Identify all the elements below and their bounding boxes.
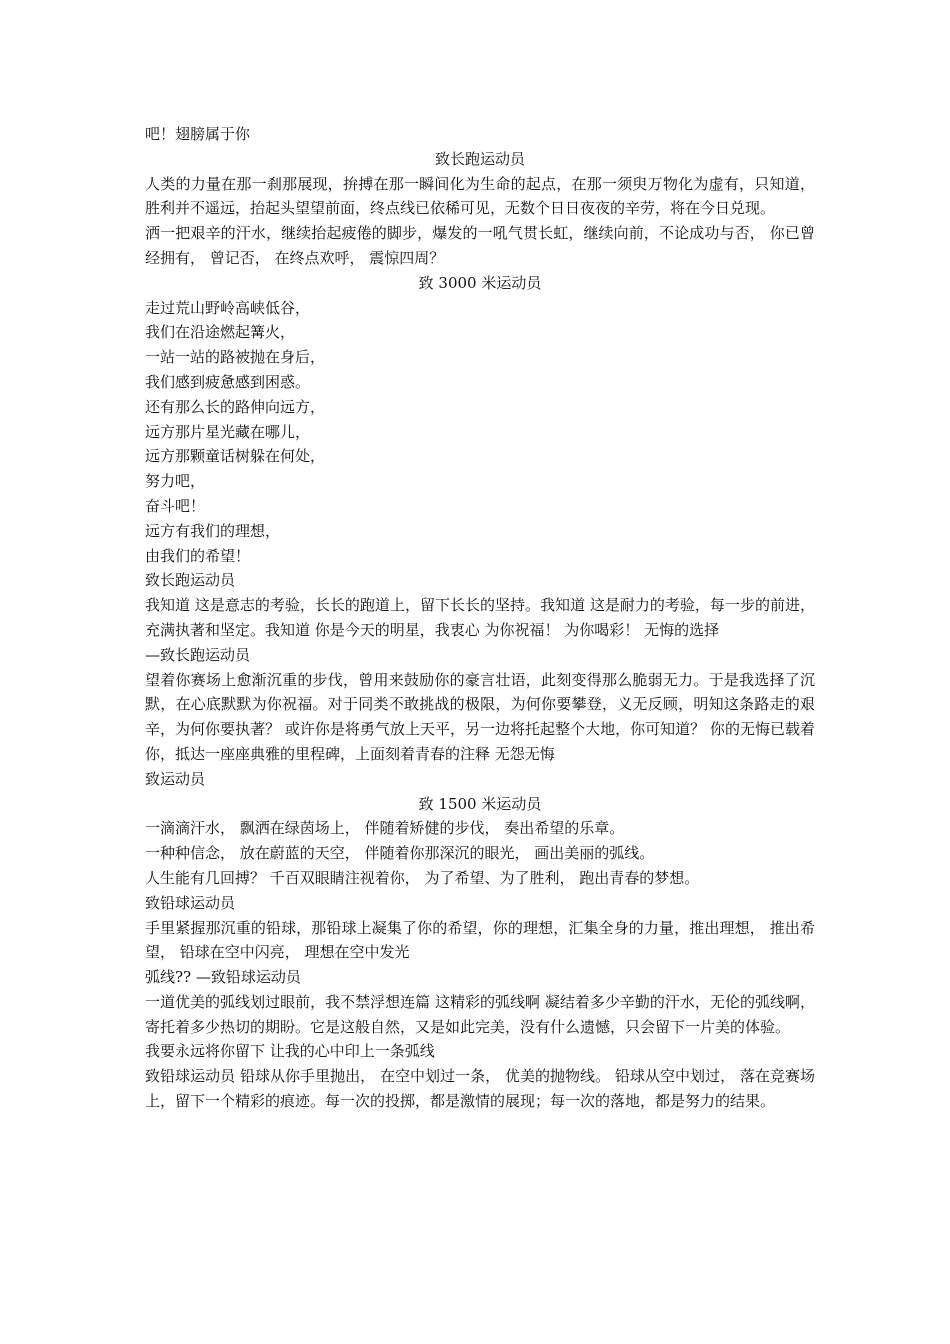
section-heading: 致运动员 [145, 769, 206, 788]
paragraph: 一种种信念， 放在蔚蓝的天空， 伴随着你那深沉的眼光， 画出美丽的弧线。 [145, 844, 655, 863]
paragraph: 我知道 这是意志的考验，长长的跑道上，留下长长的坚持。我知道 这是耐力的考验，每一步的前进，充满执著和坚定。我知道 你是今天的明星，我衷心 为你祝福！ 为你喝彩！ 无悔的选择 [145, 596, 815, 639]
section-title-long-distance: 致长跑运动员 [434, 149, 525, 168]
poem-line: 我们感到疲惫感到困惑。 [145, 372, 311, 391]
paragraph: 望着你赛场上愈渐沉重的步伐，曾用来鼓励你的豪言壮语，此刻变得那么脆弱无力。于是我选择了沉默，在心底默默为你祝福。对于同类不敢挑战的极限，为何你要攀登，义无反顾，明知这条路走的艰辛，为何你要执著？ 或许你是将勇气放上天平，另一边将托起整个大地，你可知道？ 你的无悔已载着你，抵达一座座典雅的里程碑，上面刻着青春的注释 无怨无悔 [145, 670, 815, 763]
paragraph: 洒一把艰辛的汗水，继续抬起疲倦的脚步，爆发的一吼气贯长虹，继续向前，不论成功与否， 你已曾经拥有， 曾记否， 在终点欢呼， 震惊四周？ [145, 224, 815, 267]
poem-line: 我们在沿途燃起篝火， [145, 323, 296, 342]
paragraph: 人类的力量在那一刹那展现，拚搏在那一瞬间化为生命的起点，在那一须臾万物化为虚有，只知道，胜利并不遥远，抬起头望望前面，终点线已依稀可见，无数个日日夜夜的辛劳，将在今日兑现。 [145, 174, 815, 218]
section-title-1500m: 致 1500 米运动员 [418, 794, 542, 813]
poem-line: 还有那么长的路伸向远方， [145, 397, 326, 416]
paragraph: 致铅球运动员 铅球从你手里抛出， 在空中划过一条， 优美的抛物线。 铅球从空中划过， 落在竞赛场上，留下一个精彩的痕迹。每一次的投掷，都是激情的展现；每一次的落地，都是努力的结果。 [145, 1067, 815, 1111]
section-heading: 致长跑运动员 [145, 571, 236, 590]
section-heading: 致铅球运动员 [145, 893, 236, 912]
poem-line: 远方那颗童话树躲在何处， [145, 447, 326, 466]
paragraph: 一滴滴汗水， 飘洒在绿茵场上， 伴随着矫健的步伐， 奏出希望的乐章。 [145, 819, 625, 838]
paragraph: 手里紧握那沉重的铅球，那铅球上凝集了你的希望，你的理想，汇集全身的力量，推出理想， 推出希望， 铅球在空中闪亮， 理想在空中发光 [145, 918, 815, 962]
poem-line: 由我们的希望！ [145, 546, 251, 565]
section-title-3000m: 致 3000 米运动员 [418, 273, 542, 292]
poem-line: 远方那片星光藏在哪儿， [145, 422, 311, 441]
poem-line: 远方有我们的理想， [145, 521, 281, 540]
paragraph: 一道优美的弧线划过眼前，我不禁浮想连篇 这精彩的弧线啊 凝结着多少辛勤的汗水，无伦的弧线啊，寄托着多少热切的期盼。它是这般自然，又是如此完美，没有什么遗憾，只会留下一片美的体验。 [145, 992, 815, 1036]
poem-line: 奋斗吧！ [145, 496, 206, 515]
poem-line: 一站一站的路被抛在身后， [145, 348, 326, 367]
paragraph: 我要永远将你留下 让我的心中印上一条弧线 [145, 1042, 435, 1061]
poem-line: 努力吧， [145, 472, 206, 491]
intro-line: 吧！翅膀属于你 [145, 125, 251, 143]
section-heading: —致长跑运动员 [145, 645, 251, 664]
paragraph: 人生能有几回搏？ 千百双眼睛注视着你， 为了希望、为了胜利， 跑出青春的梦想。 [145, 868, 700, 887]
poem-line: 走过荒山野岭高峡低谷， [145, 298, 311, 317]
section-heading: 弧线?? —致铅球运动员 [145, 968, 301, 987]
